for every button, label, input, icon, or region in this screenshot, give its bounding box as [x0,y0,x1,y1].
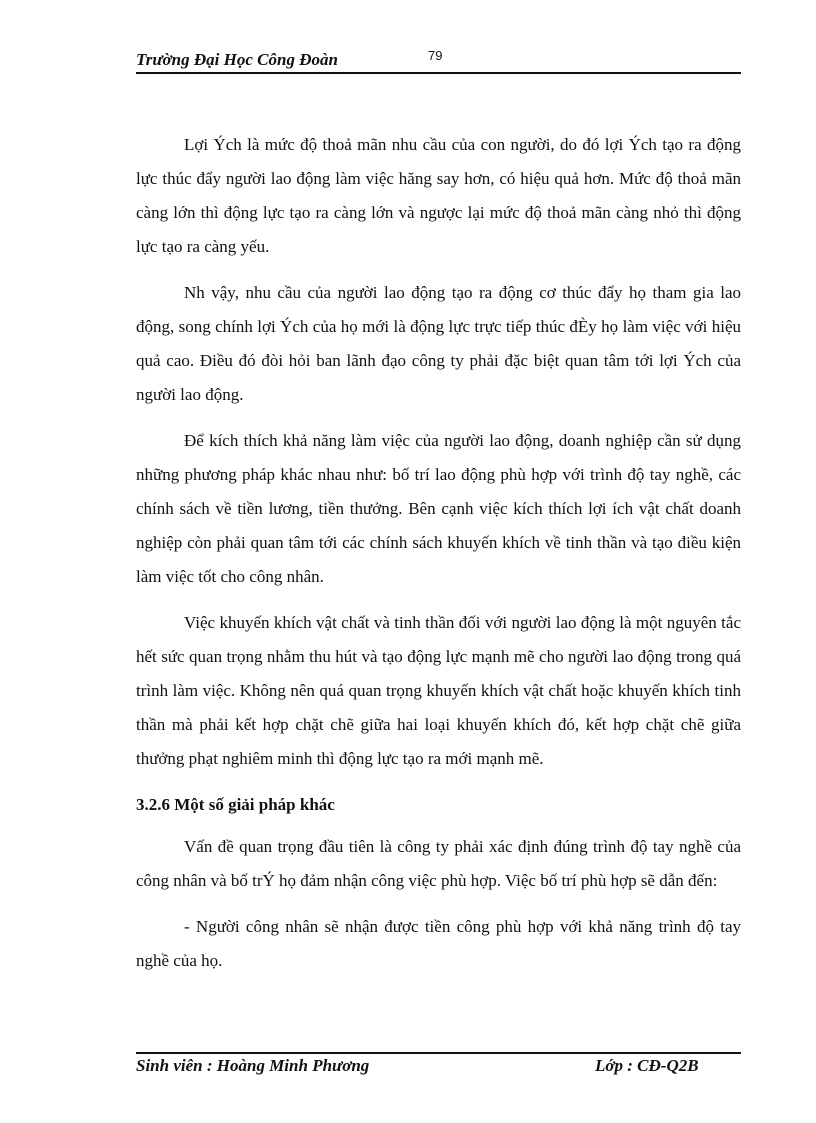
paragraph-4: Việc khuyến khích vật chất và tinh thần đối với người lao động là một nguyên tắc hết sức quan trọng nhằm thu hút và tạo động lực mạnh mẽ cho người lao động trong quá trình làm việc. Không nên quá quan trọng khuyến khích vật chất hoặc khuyến khích tinh thần mà phải kết hợp chặt chẽ giữa hai loại khuyến khích đó, kết hợp chặt chẽ giữa thưởng phạt nghiêm minh thì động lực tạo ra mới mạnh mẽ. [136,613,741,768]
footer-student: Sinh viên : Hoàng Minh Phương [136,1056,370,1075]
paragraph-3: Để kích thích khả năng làm việc của người lao động, doanh nghiệp cần sử dụng những phương pháp khác nhau như: bố trí lao động phù hợp với trình độ tay nghề, các chính sách về tiền lương, tiền thưởng. Bên cạnh việc kích thích lợi ích vật chất doanh nghiệp còn phải quan tâm tới các chính sách khuyến khích về tinh thần và tạo điều kiện làm việc tốt cho công nhân. [136,431,741,586]
paragraph-2: Nh vậy, nhu cầu của người lao động tạo ra động cơ thúc đẩy họ tham gia lao động, song chính lợi Ých của họ mới là động lực trực tiếp thúc đÈy họ làm việc với hiệu quả cao. Điều đó đòi hỏi ban lãnh đạo công ty phải đặc biệt quan tâm tới lợi Ých của người lao động. [136,283,741,404]
section-heading: 3.2.6 Một số giải pháp khác [136,795,335,814]
page-header [136,48,741,74]
footer-rule [136,1052,741,1054]
page-number: 79 [428,48,443,63]
header-title: Trường Đại Học Công Đoàn [136,50,338,69]
paragraph-6: - Người công nhân sẽ nhận được tiền công phù hợp với khả năng trình độ tay nghề của họ. [136,917,741,970]
paragraph-1: Lợi Ých là mức độ thoả mãn nhu cầu của con người, do đó lợi Ých tạo ra động lực thúc đẩy người lao động làm việc hăng say hơn, có hiệu quả hơn. Mức độ thoả mãn càng lớn thì động lực tạo ra càng lớn và ngược lại mức độ thoả mãn càng nhỏ thì động lực tạo ra càng yếu. [136,135,741,256]
document-body [136,128,741,990]
footer-class: Lớp : CĐ-Q2B [595,1056,699,1075]
paragraph-5: Vấn đề quan trọng đầu tiên là công ty phải xác định đúng trình độ tay nghề của công nhân và bố trÝ họ đảm nhận công việc phù hợp. Việc bố trí phù hợp sẽ dẫn đến: [136,837,741,890]
header-rule [136,72,741,74]
